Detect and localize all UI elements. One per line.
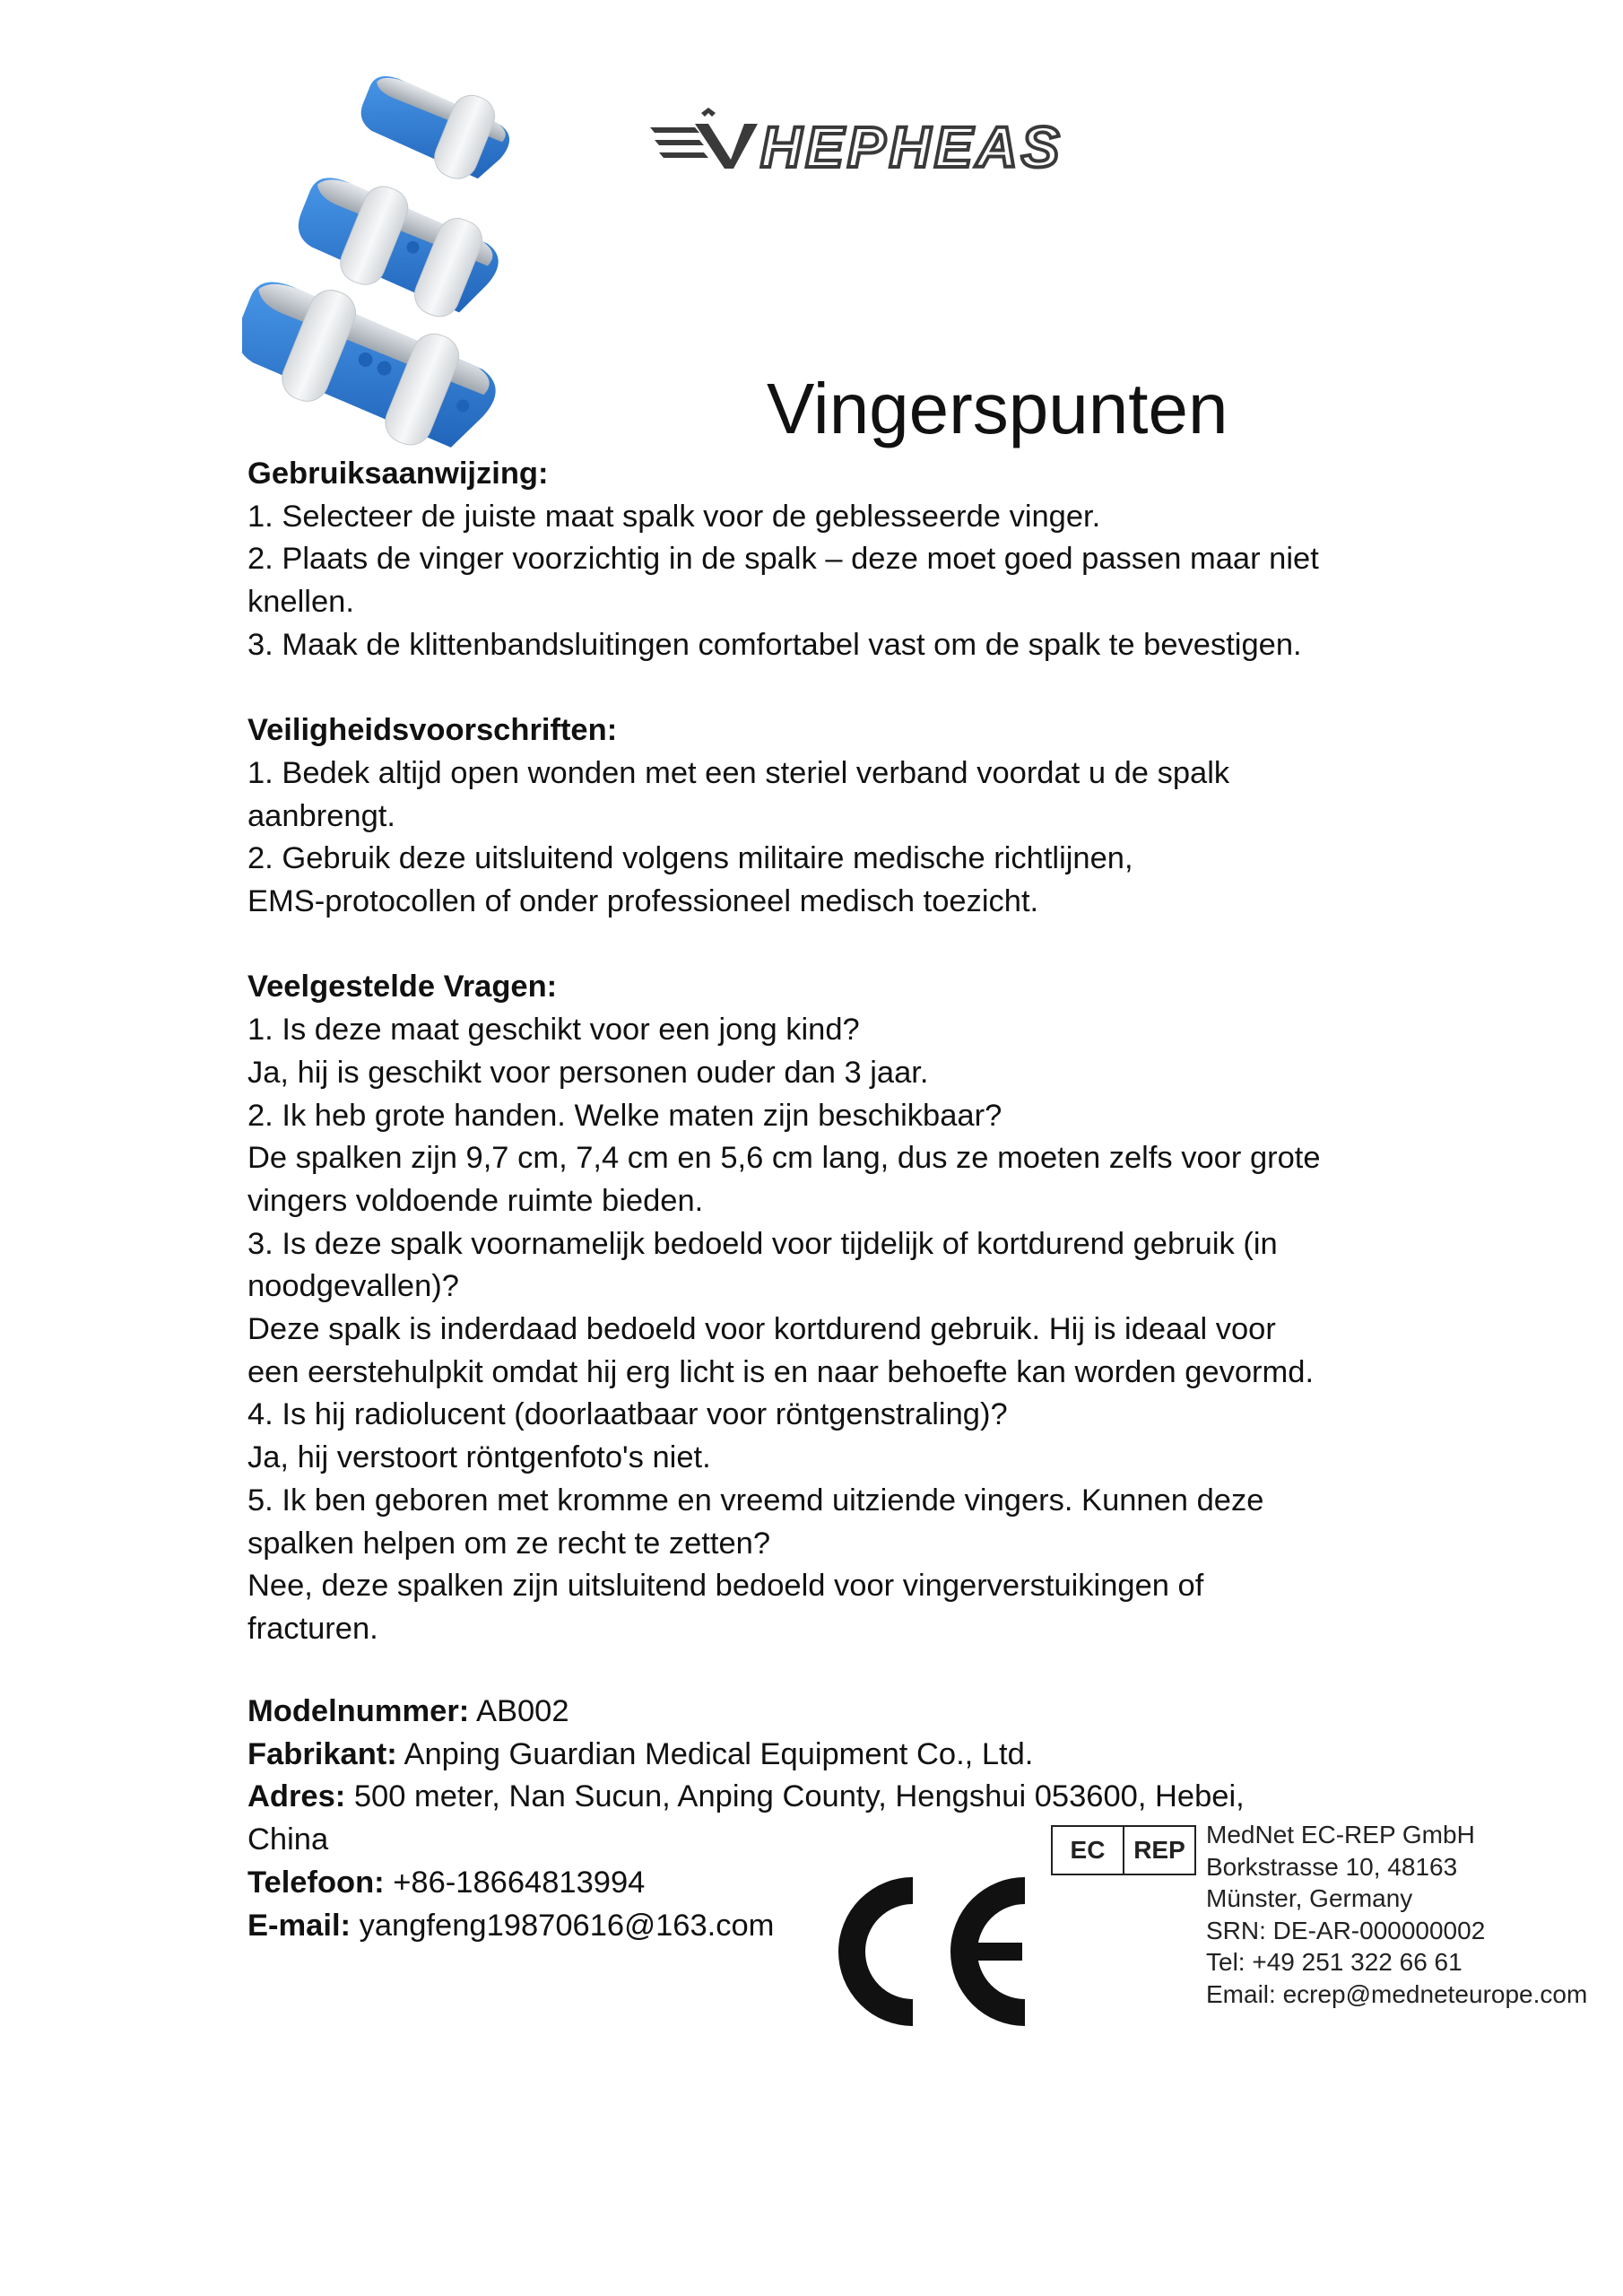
model-label: Modelnummer: — [247, 1694, 470, 1728]
text-line: 4. Is hij radiolucent (doorlaatbaar voor röntgenstraling)? — [247, 1397, 1008, 1432]
text-line: fracturen. — [247, 1611, 378, 1646]
text-line: knellen. — [247, 585, 354, 620]
phone-label: Telefoon: — [247, 1865, 385, 1900]
ec-rep-line: Borkstrasse 10, 48163 — [1206, 1852, 1458, 1881]
manufacturer-row — [247, 1734, 1324, 1777]
text-line: 1. Bedek altijd open wonden met een steriel verband voordat u de spalk — [247, 755, 1230, 790]
ec-rep-line: Tel: +49 251 322 66 61 — [1206, 1948, 1462, 1976]
ec-rep-line: MedNet EC-REP GmbH — [1206, 1821, 1475, 1848]
section-heading-faq: Veelgestelde Vragen: — [247, 970, 558, 1004]
text-line: EMS-protocollen of onder professioneel medisch toezicht. — [247, 884, 1039, 919]
text-line: Ja, hij verstoort röntgenfoto's niet. — [247, 1440, 711, 1475]
text-line: 2. Ik heb grote handen. Welke maten zijn beschikbaar? — [247, 1098, 1002, 1133]
address-line2: China — [247, 1822, 329, 1857]
manufacturer-info — [247, 1691, 1324, 1947]
text-line: 1. Selecteer de juiste maat spalk voor de geblesseerde vinger. — [247, 499, 1101, 534]
ec-rep-details — [1206, 1819, 1619, 2010]
address-value: 500 meter, Nan Sucun, Anping County, Hengshui 053600, Hebei, — [345, 1779, 1245, 1814]
email-value: yangfeng19870616@163.com — [351, 1908, 775, 1943]
spacer — [247, 924, 1413, 967]
address-label: Adres: — [247, 1779, 346, 1814]
finger-splints-image — [242, 54, 583, 448]
brand-name: HEPHEAS — [760, 115, 1063, 179]
ec-rep-line: SRN: DE-AR-000000002 — [1206, 1916, 1486, 1944]
address-row — [247, 1776, 1324, 1819]
instructions-body — [247, 453, 1413, 1651]
manufacturer-label: Fabrikant: — [247, 1736, 397, 1771]
text-line: 5. Ik ben geboren met kromme en vreemd uitziende vingers. Kunnen deze — [247, 1483, 1264, 1518]
ec-rep-line: Email: ecrep@medneteurope.com — [1206, 1979, 1588, 2008]
section-heading-safety: Veiligheidsvoorschriften: — [247, 713, 618, 748]
text-line: 2. Gebruik deze uitsluitend volgens militaire medische richtlijnen, — [247, 841, 1133, 876]
ec-rep-line: Münster, Germany — [1206, 1884, 1413, 1912]
ec-rep-symbol — [1051, 1825, 1196, 1875]
phone-value: +86-18664813994 — [384, 1865, 646, 1900]
text-line: noodgevallen)? — [247, 1269, 459, 1304]
brand-logo — [646, 108, 1130, 179]
text-line: aanbrengt. — [247, 798, 395, 833]
text-line: Deze spalk is inderdaad bedoeld voor kortdurend gebruik. Hij is ideaal voor — [247, 1312, 1276, 1347]
text-line: 1. Is deze maat geschikt voor een jong kind? — [247, 1013, 860, 1048]
model-number-row — [247, 1691, 1324, 1734]
text-line: een eerstehulpkit omdat hij erg licht is en naar behoefte kan worden gevormd. — [247, 1354, 1315, 1389]
spacer — [247, 667, 1413, 710]
section-heading-instructions: Gebruiksaanwijzing: — [247, 457, 549, 491]
text-line: vingers voldoende ruimte bieden. — [247, 1183, 704, 1218]
text-line: 3. Is deze spalk voornamelijk bedoeld voor tijdelijk of kortdurend gebruik (in — [247, 1226, 1278, 1261]
page-title: Vingerspunten — [767, 369, 1228, 448]
splint-small — [350, 57, 521, 193]
text-line: Ja, hij is geschikt voor personen ouder dan 3 jaar. — [247, 1055, 929, 1090]
text-line: spalken helpen om ze recht te zetten? — [247, 1526, 771, 1561]
model-value: AB002 — [469, 1694, 569, 1728]
manufacturer-value: Anping Guardian Medical Equipment Co., Ltd. — [396, 1736, 1034, 1771]
ec-rep-left: EC — [1070, 1836, 1106, 1864]
text-line: Nee, deze spalken zijn uitsluitend bedoeld voor vingerverstuikingen of — [247, 1569, 1204, 1604]
text-line: 3. Maak de klittenbandsluitingen comfortabel vast om de spalk te bevestigen. — [247, 627, 1302, 662]
ec-rep-right: REP — [1123, 1827, 1194, 1874]
text-line: De spalken zijn 9,7 cm, 7,4 cm en 5,6 cm lang, dus ze moeten zelfs voor grote — [247, 1141, 1321, 1176]
email-label: E-mail: — [247, 1908, 352, 1943]
brand-wings-icon — [646, 108, 1130, 179]
email-row — [247, 1905, 1324, 1948]
text-line: 2. Plaats de vinger voorzichtig in de spalk – deze moet goed passen maar niet — [247, 542, 1319, 577]
ce-mark-icon — [823, 1873, 1038, 2031]
